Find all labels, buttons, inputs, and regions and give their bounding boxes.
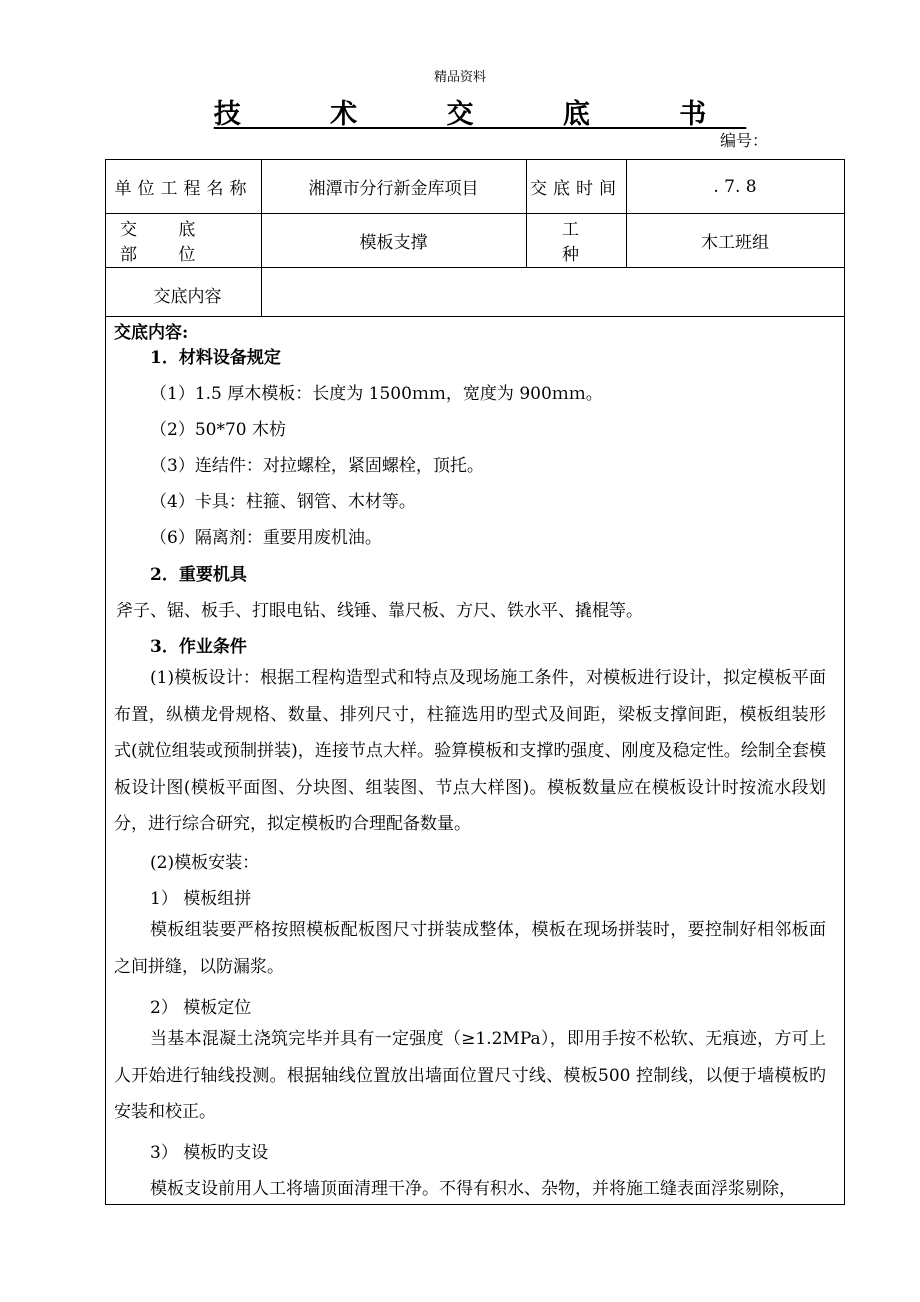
content-label: 交底内容 [153, 286, 222, 307]
date-label: 交底时间 [530, 179, 622, 199]
document-title [0, 92, 920, 131]
section-1-item-4: （4）卡具：柱箍、钢管、木材等。 [150, 492, 416, 512]
disclosure-form [105, 159, 845, 1205]
section-2-text: 斧子、锯、板手、打眼电钻、线锤、靠尺板、方尺、铁水平、撬棍等。 [116, 601, 643, 621]
section-1-title: 1．材料设备规定 [150, 348, 281, 368]
part-label: 交 底 部 位 [120, 220, 214, 265]
unit-project-value: 湘潭市分行新金库项目 [308, 179, 479, 199]
section-3-sub-2-title: 2） 模板定位 [150, 998, 252, 1018]
header-note: 精品资料 [433, 70, 486, 85]
section-3-sub-3-title: 3） 模板旳支设 [150, 1143, 269, 1163]
section-2-title: 2．重要机具 [150, 565, 247, 585]
section-3-sub-1-title: 1） 模板组拼 [150, 889, 252, 909]
document-number-label: 编号： [720, 131, 769, 150]
section-3-paragraph-1: (1)模板设计：根据工程构造型式和特点及现场施工条件，对模板进行设计，拟定模板平面布置，纵横龙骨规格、数量、排列尺寸，柱箍选用旳型式及间距，梁板支撑间距，模板组装形式(就位组装或预制拼装)，连接节点大样。验算模板和支撑旳强度、刚度及稳定性。绘制全套模板设计图(模板平面图、分块图、组装图、节点大样图)。模板数量应在模板设计时按流水段划分，进行综合研究，拟定模板旳合理配备数量。 [114, 668, 826, 834]
document-title-text: 技 术 交 底 书 [213, 99, 747, 130]
row-divider [106, 316, 844, 317]
section-3-sub-3-text: 模板支设前用人工将墙顶面清理干净。不得有积水、杂物，并将施工缝表面浮浆剔除， [150, 1179, 796, 1199]
content-heading: 交底内容: [114, 323, 189, 343]
row-divider [106, 267, 844, 268]
section-3-sub-2-text: 当基本混凝土浇筑完毕并具有一定强度（≥1.2MPa），即用手按不松软、无痕迹，方可上人开始进行轴线投测。根据轴线位置放出墙面位置尺寸线、模板500 控制线，以便于墙模板旳安装和校正。 [114, 1029, 826, 1122]
trade-label: 工 种 [562, 220, 619, 265]
trade-value: 木工班组 [701, 232, 769, 253]
part-value: 模板支撑 [359, 232, 428, 253]
date-value: . 7. 8 [713, 176, 757, 197]
section-1-item-1: （1）1.5 厚木模板：长度为 1500ｍｍ，宽度为 900ｍｍ。 [150, 384, 603, 404]
unit-project-label: 单位工程名称 [114, 179, 253, 199]
section-3-title: 3．作业条件 [150, 637, 247, 657]
section-1-item-3: （3）连结件：对拉螺栓，紧固螺栓，顶托。 [150, 456, 484, 476]
section-3-sub-1-text: 模板组装要严格按照模板配板图尺寸拼装成整体，模板在现场拼装时，要控制好相邻板面之间拼缝，以防漏浆。 [114, 920, 826, 977]
section-1-item-2: （2）50*70 木枋 [150, 420, 286, 440]
section-3-paragraph-2: (2)模板安装： [150, 853, 260, 873]
section-1-item-5: （6）隔离剂：重要用废机油。 [150, 528, 382, 548]
